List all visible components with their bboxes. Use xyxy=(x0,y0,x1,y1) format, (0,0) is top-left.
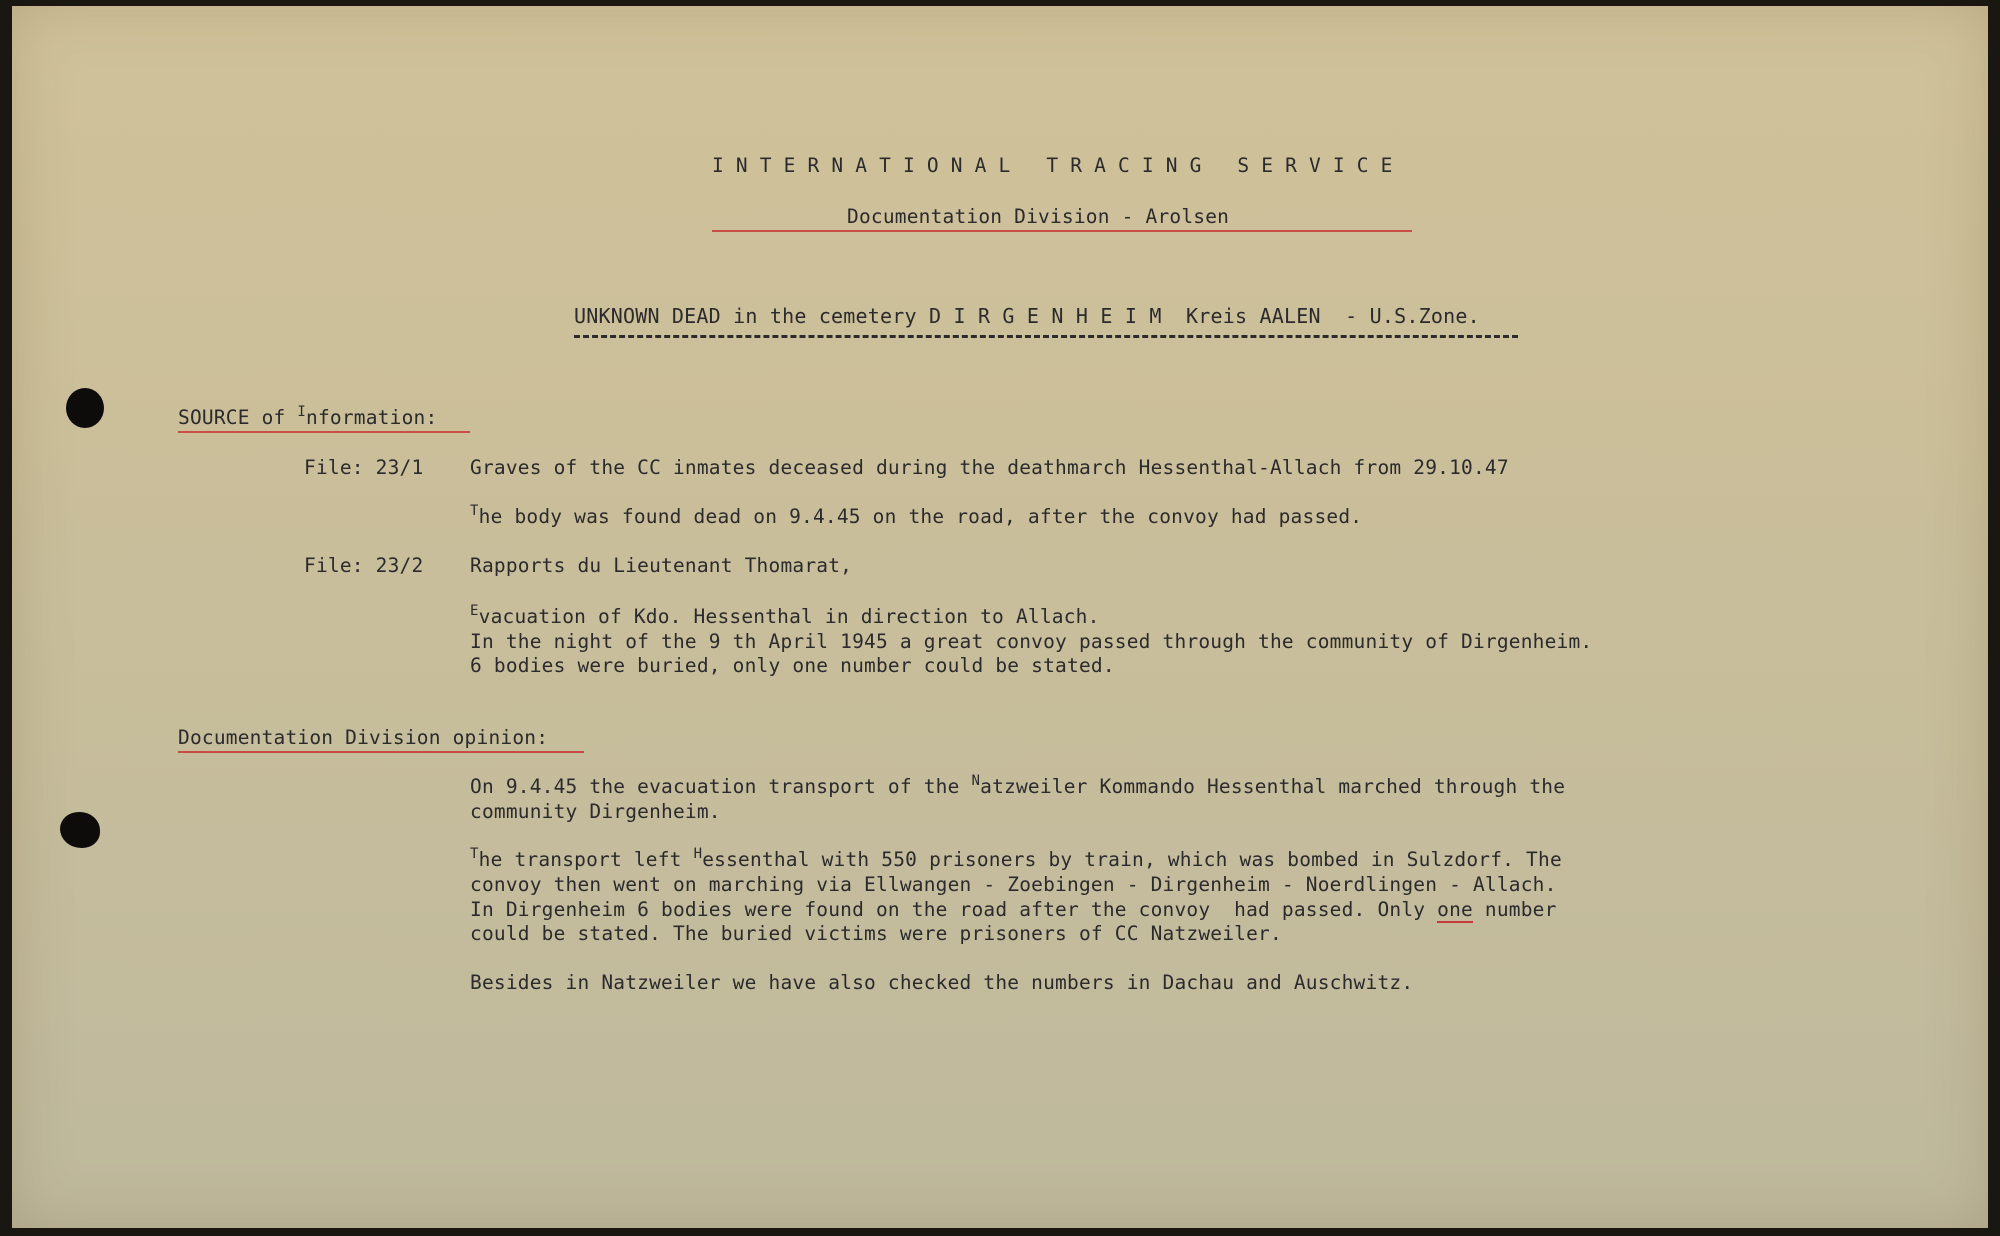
org-name: I N T E R N A T I O N A L T R A C I N G S E R V I C E xyxy=(712,154,1393,177)
underlined-word: one xyxy=(1437,898,1473,921)
opinion-text: community Dirgenheim. xyxy=(470,800,721,823)
file-text: $^T$he body was found dead on 9.4.45 on the road, after the convoy had passed. xyxy=(470,503,1363,528)
file-text: Rapports du Lieutenant Thomarat, xyxy=(470,554,853,577)
punch-hole xyxy=(66,388,104,428)
file-text: Graves of the CC inmates deceased during the deathmarch Hessenthal-Allach from 29.10.47 xyxy=(470,456,1509,479)
division-underline xyxy=(712,230,1412,232)
file-label: File: 23/1 xyxy=(304,456,424,479)
opinion-text: could be stated. The buried victims were prisoners of CC Natzweiler. xyxy=(470,922,1282,945)
file-label: File: 23/2 xyxy=(304,554,424,577)
source-heading-underline xyxy=(178,431,470,433)
opinion-heading: Documentation Division opinion: xyxy=(178,726,549,749)
opinion-heading-underline xyxy=(178,751,584,753)
division-name: Documentation Division - Arolsen xyxy=(847,205,1230,228)
opinion-text: Besides in Natzweiler we have also checked the numbers in Dachau and Auschwitz. xyxy=(470,971,1414,994)
punch-hole xyxy=(60,812,100,848)
file-text: In the night of the 9 th April 1945 a great convoy passed through the community of Dirgenheim. xyxy=(470,630,1593,653)
opinion-text: $^T$he transport left $^H$essenthal with 550 prisoners by train, which was bombed in Sulzdorf. The xyxy=(470,846,1562,871)
document-card xyxy=(12,6,1988,1228)
document-title: UNKNOWN DEAD in the cemetery D I R G E N H E I M Kreis AALEN - U.S.Zone. xyxy=(574,304,1480,328)
source-heading: SOURCE of $^I$nformation: xyxy=(178,404,438,429)
file-text: $^E$vacuation of Kdo. Hessenthal in direction to Allach. xyxy=(470,603,1100,628)
title-underline xyxy=(574,335,1518,338)
opinion-text: In Dirgenheim 6 bodies were found on the road after the convoy had passed. Only one number xyxy=(470,898,1557,921)
opinion-text: On 9.4.45 the evacuation transport of the $^N$atzweiler Kommando Hessenthal marched through the xyxy=(470,773,1566,798)
opinion-text: convoy then went on marching via Ellwangen - Zoebingen - Dirgenheim - Noerdlingen - Allach. xyxy=(470,873,1557,896)
file-text: 6 bodies were buried, only one number could be stated. xyxy=(470,654,1115,677)
